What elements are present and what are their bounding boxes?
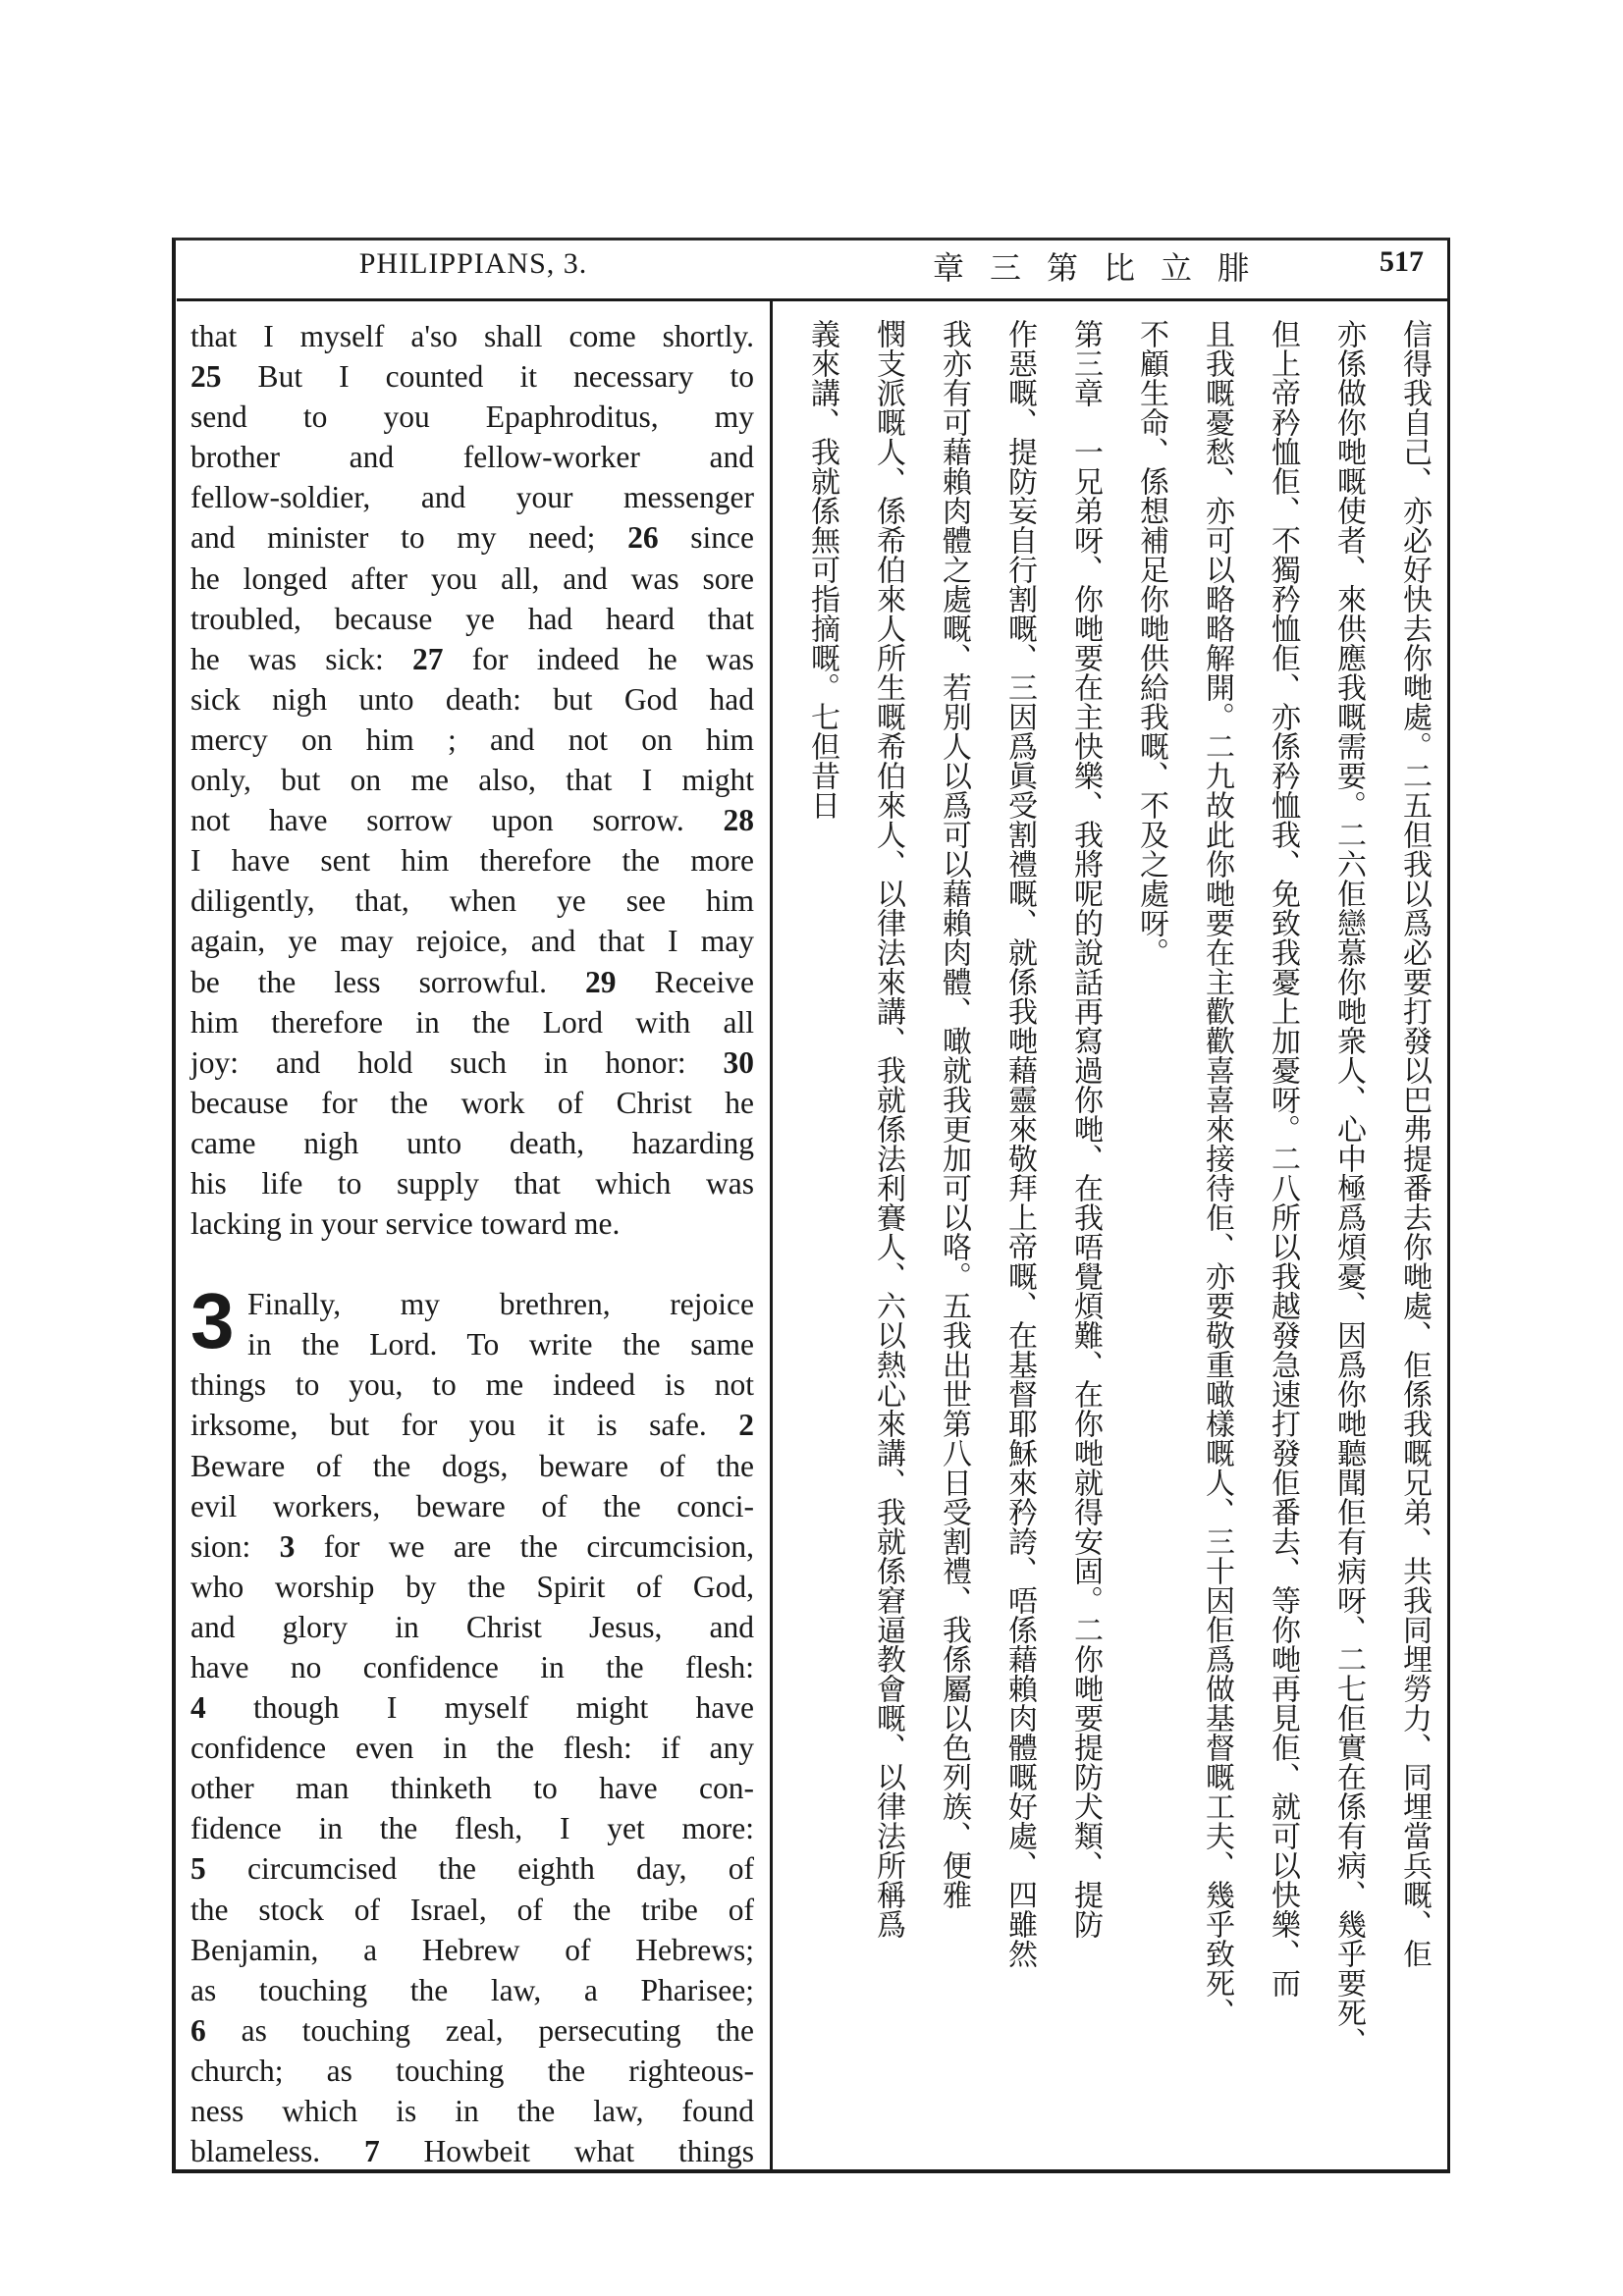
chapter-number-dropcap: 3 [190,1277,235,1365]
chinese-text-column [785,319,1443,2164]
text-line: mercy on him ; and not on him [190,721,754,757]
text-line: not have sorrow upon sorrow. 28 [190,803,754,838]
text-line: lacking in your service toward me. [190,1206,621,1242]
text-line: things to you, to me indeed is not [190,1367,754,1403]
chinese-column: 不顧生命、係想補足你哋供給我嘅、不及之處呀。 [1134,319,1168,967]
text-line: evil workers, beware of the conci- [190,1488,754,1523]
verse-number: 6 [190,2012,206,2048]
text-line: because for the work of Christ he [190,1085,754,1120]
page-number: 517 [1380,245,1424,278]
text-line: sion: 3 for we are the circumcision, [190,1528,755,1564]
text-line: confidence even in the flesh: if any [190,1731,754,1766]
text-line: fidence in the flesh, I yet more: [190,1811,754,1846]
english-text-column [190,316,754,2171]
chinese-column: 亦係做你哋嘅使者、來供應我嘅需要。二六佢戀慕你哋衆人、心中極爲煩憂、因爲你哋聽聞佢有病呀、二七佢實在係有病、幾乎要死、 [1331,319,1366,2056]
text-line: blameless. 7 Howbeit what things [190,2134,754,2169]
text-line: I have sent him therefore the more [190,843,754,879]
text-line: brother and fellow-worker and [190,440,754,475]
text-line: and minister to my need; 26 since [190,520,754,556]
text-line: sick nigh unto death: but God had [190,681,754,717]
text-line: that I myself a'so shall come shortly. [190,319,754,353]
verse-number: 27 [412,641,444,676]
text-line: 6 as touching zeal, persecuting the [190,2012,754,2048]
text-line: the stock of Israel, of the tribe of [190,1892,754,1927]
verse-number: 7 [363,2134,380,2169]
text-line: diligently, that, when ye see him [190,883,754,919]
text-line: who worship by the Spirit of God, [190,1569,754,1604]
chinese-running-title: 章三第比立腓 [933,249,1275,287]
text-line: 5 circumcised the eighth day, of [190,1851,754,1887]
text-line: he was sick: 27 for indeed he was [190,641,754,676]
text-line: came nigh unto death, hazarding [190,1125,754,1160]
verse-number: 4 [190,1690,206,1726]
verse-number: 26 [627,520,659,556]
text-line: send to you Epaphroditus, my [190,400,754,435]
text-line: him therefore in the Lord with all [190,1004,754,1040]
text-line: only, but on me also, that I might [190,763,754,798]
header-rule [177,298,1448,301]
verse-number: 29 [585,964,617,999]
column-divider [770,300,773,2171]
text-line: be the less sorrowful. 29 Receive [190,964,754,999]
text-line: again, ye may rejoice, and that I may [190,924,754,959]
verse-number: 28 [723,803,754,838]
text-line: Beware of the dogs, beware of the [190,1448,754,1483]
text-line: other man thinketh to have con- [190,1771,754,1806]
chinese-column: 但上帝矜恤佢、不獨矜恤佢、亦係矜恤我、免致我憂上加憂呀。二八所以我越發急速打發佢番去、等你哋再見佢、就可以快樂、而 [1266,319,1300,1998]
text-line: troubled, because ye had heard that [190,601,754,636]
text-line: and glory in Christ Jesus, and [190,1609,754,1644]
text-line: ness which is in the law, found [190,2094,754,2129]
english-text-chapter-2 [190,316,754,1244]
chinese-column: 我亦有可藉賴肉體之處嘅、若別人以爲可以藉賴肉體、噉就我更加可以咯。五我出世第八日受割禮、我係屬以色列族、便雅 [937,319,971,1909]
text-line: 4 though I myself might have [190,1690,754,1726]
chinese-column: 信得我自己、亦必好快去你哋處。二五但我以爲必要打發以巴弗提番去你哋處、佢係我嘅兄弟、共我同埋勞力、同埋當兵嘅、佢 [1397,319,1432,1968]
text-line: have no confidence in the flesh: [190,1650,754,1684]
chinese-column: 憫支派嘅人、係希伯來人所生嘅希伯來人、以律法來講、我就係法利賽人、六以熱心來講、我就係窘逼教會嘅、以律法所稱爲 [871,319,905,1939]
text-line: he longed after you all, and was sore [190,561,754,596]
verse-number: 30 [723,1044,754,1080]
chapter-gap [190,1244,754,1284]
chinese-column: 第三章 一兄弟呀、你哋要在主快樂、我將呢的說話再寫過你哋、在我唔覺煩難、在你哋就得安固。二你哋要提防犬類、提防 [1068,319,1103,1939]
verse-number: 2 [738,1408,754,1443]
text-line: his life to supply that which was [190,1165,754,1201]
verse-number: 25 [190,359,222,395]
chinese-column: 義來講、我就係無可指摘嘅。七但昔日 [805,319,839,820]
verse-number: 3 [279,1528,296,1564]
verse-number: 5 [190,1851,206,1887]
text-line: Benjamin, a Hebrew of Hebrews; [190,1932,754,1967]
text-line: in the Lord. To write the same [247,1327,754,1362]
text-line: as touching the law, a Pharisee; [190,1972,754,2007]
text-line: Finally, my brethren, rejoice [247,1287,754,1322]
english-running-title: PHILIPPIANS, 3. [358,247,588,280]
text-line: fellow-soldier, and your messenger [190,480,754,515]
chinese-column: 作惡嘅、提防妄自行割嘅、三因爲眞受割禮嘅、就係我哋藉靈來敬拜上帝嘅、在基督耶穌來矜誇、唔係藉賴肉體嘅好處、四雖然 [1002,319,1037,1968]
english-text-chapter-3 [190,1277,755,2171]
text-line: church; as touching the righteous- [190,2053,754,2088]
text-line: irksome, but for you it is safe. 2 [190,1408,754,1443]
text-line: joy: and hold such in honor: 30 [190,1044,754,1080]
text-line: 25 But I counted it necessary to [190,359,754,395]
chinese-column: 且我嘅憂愁、亦可以略略解開。二九故此你哋要在主歡歡喜喜來接待佢、亦要敬重噉樣嘅人、三十因佢爲做基督嘅工夫、幾乎致死、 [1200,319,1234,2027]
